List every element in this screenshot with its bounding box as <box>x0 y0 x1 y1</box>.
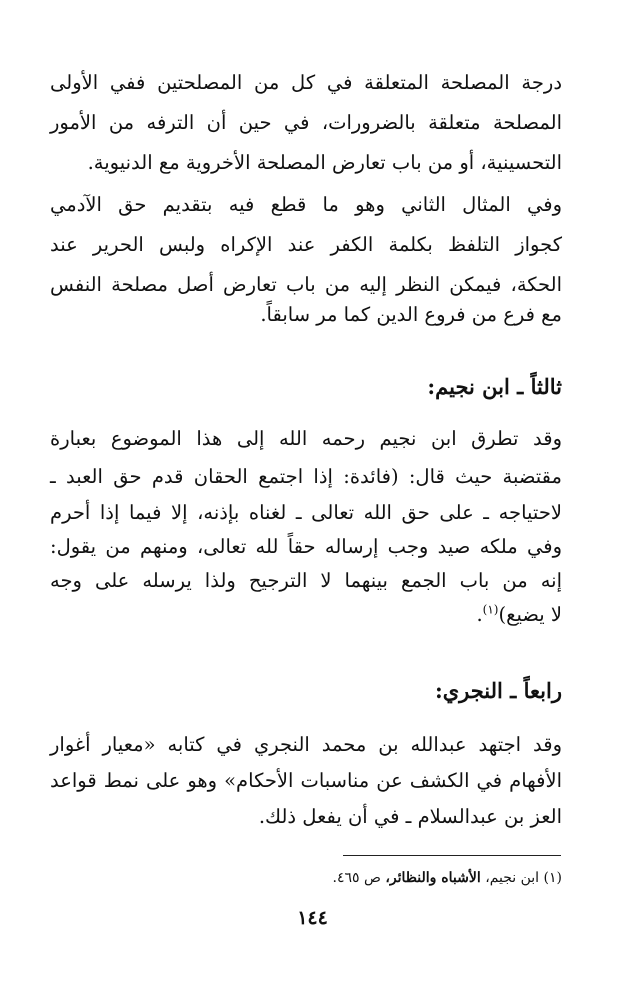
section-heading: رابعاً ـ النجري: <box>434 678 562 703</box>
text-fragment: لا يضيع) <box>498 603 562 626</box>
text-line: وفي ملكه صيد وجب إرساله حقاً لله تعالى، ومنهم من يقول: <box>50 535 562 558</box>
text-line: المصلحة متعلقة بالضرورات، في حين أن الترفه من الأمور <box>50 111 562 134</box>
footnote-page: ص ٤٦٥. <box>332 870 381 886</box>
footnote-author: ابن نجيم، <box>485 870 540 886</box>
section-heading: ثالثاً ـ ابن نجيم: <box>427 374 562 399</box>
text-line: وقد اجتهد عبدالله بن محمد النجري في كتابه «معيار أغوار <box>50 733 562 756</box>
period: . <box>476 603 483 626</box>
text-line: كجواز التلفظ بكلمة الكفر عند الإكراه ولبس الحرير عند <box>50 233 562 256</box>
text-line: إنه من باب الجمع بينهما لا الترجيح ولذا يرسله على وجه <box>50 569 562 592</box>
text-line-with-footnote-ref <box>50 600 562 630</box>
footnote-number: (١) <box>543 870 562 886</box>
footnote-reference: (١) <box>482 602 499 617</box>
text-line: الحكة، فيمكن النظر إليه من باب تعارض أصل مصلحة النفس <box>50 273 562 296</box>
text-line: الأفهام في الكشف عن مناسبات الأحكام» وهو على نمط قواعد <box>50 769 562 792</box>
footnote <box>200 867 562 889</box>
text-line: العز بن عبدالسلام ـ في أن يفعل ذلك. <box>258 805 562 828</box>
text-line: وقد تطرق ابن نجيم رحمه الله إلى هذا الموضوع بعبارة <box>50 427 562 450</box>
text-line: لاحتياجه ـ على حق الله تعالى ـ لغناه بإذنه، إلا فيما إذا أحرم <box>50 501 562 524</box>
page-number: ١٤٤ <box>297 907 328 929</box>
text-line: مع فرع من فروع الدين كما مر سابقاً. <box>260 303 562 326</box>
text-line: درجة المصلحة المتعلقة في كل من المصلحتين ففي الأولى <box>50 71 562 94</box>
text-line: مقتضبة حيث قال: (فائدة: إذا اجتمع الحقان قدم حق العبد ـ <box>50 465 562 488</box>
footnote-divider <box>343 855 561 856</box>
text-line: التحسينية، أو من باب تعارض المصلحة الأخروية مع الدنيوية. <box>87 151 562 174</box>
text-line: وفي المثال الثاني وهو ما قطع فيه بتقديم حق الآدمي <box>50 193 562 216</box>
footnote-title: الأشباه والنظائر، <box>385 870 481 886</box>
